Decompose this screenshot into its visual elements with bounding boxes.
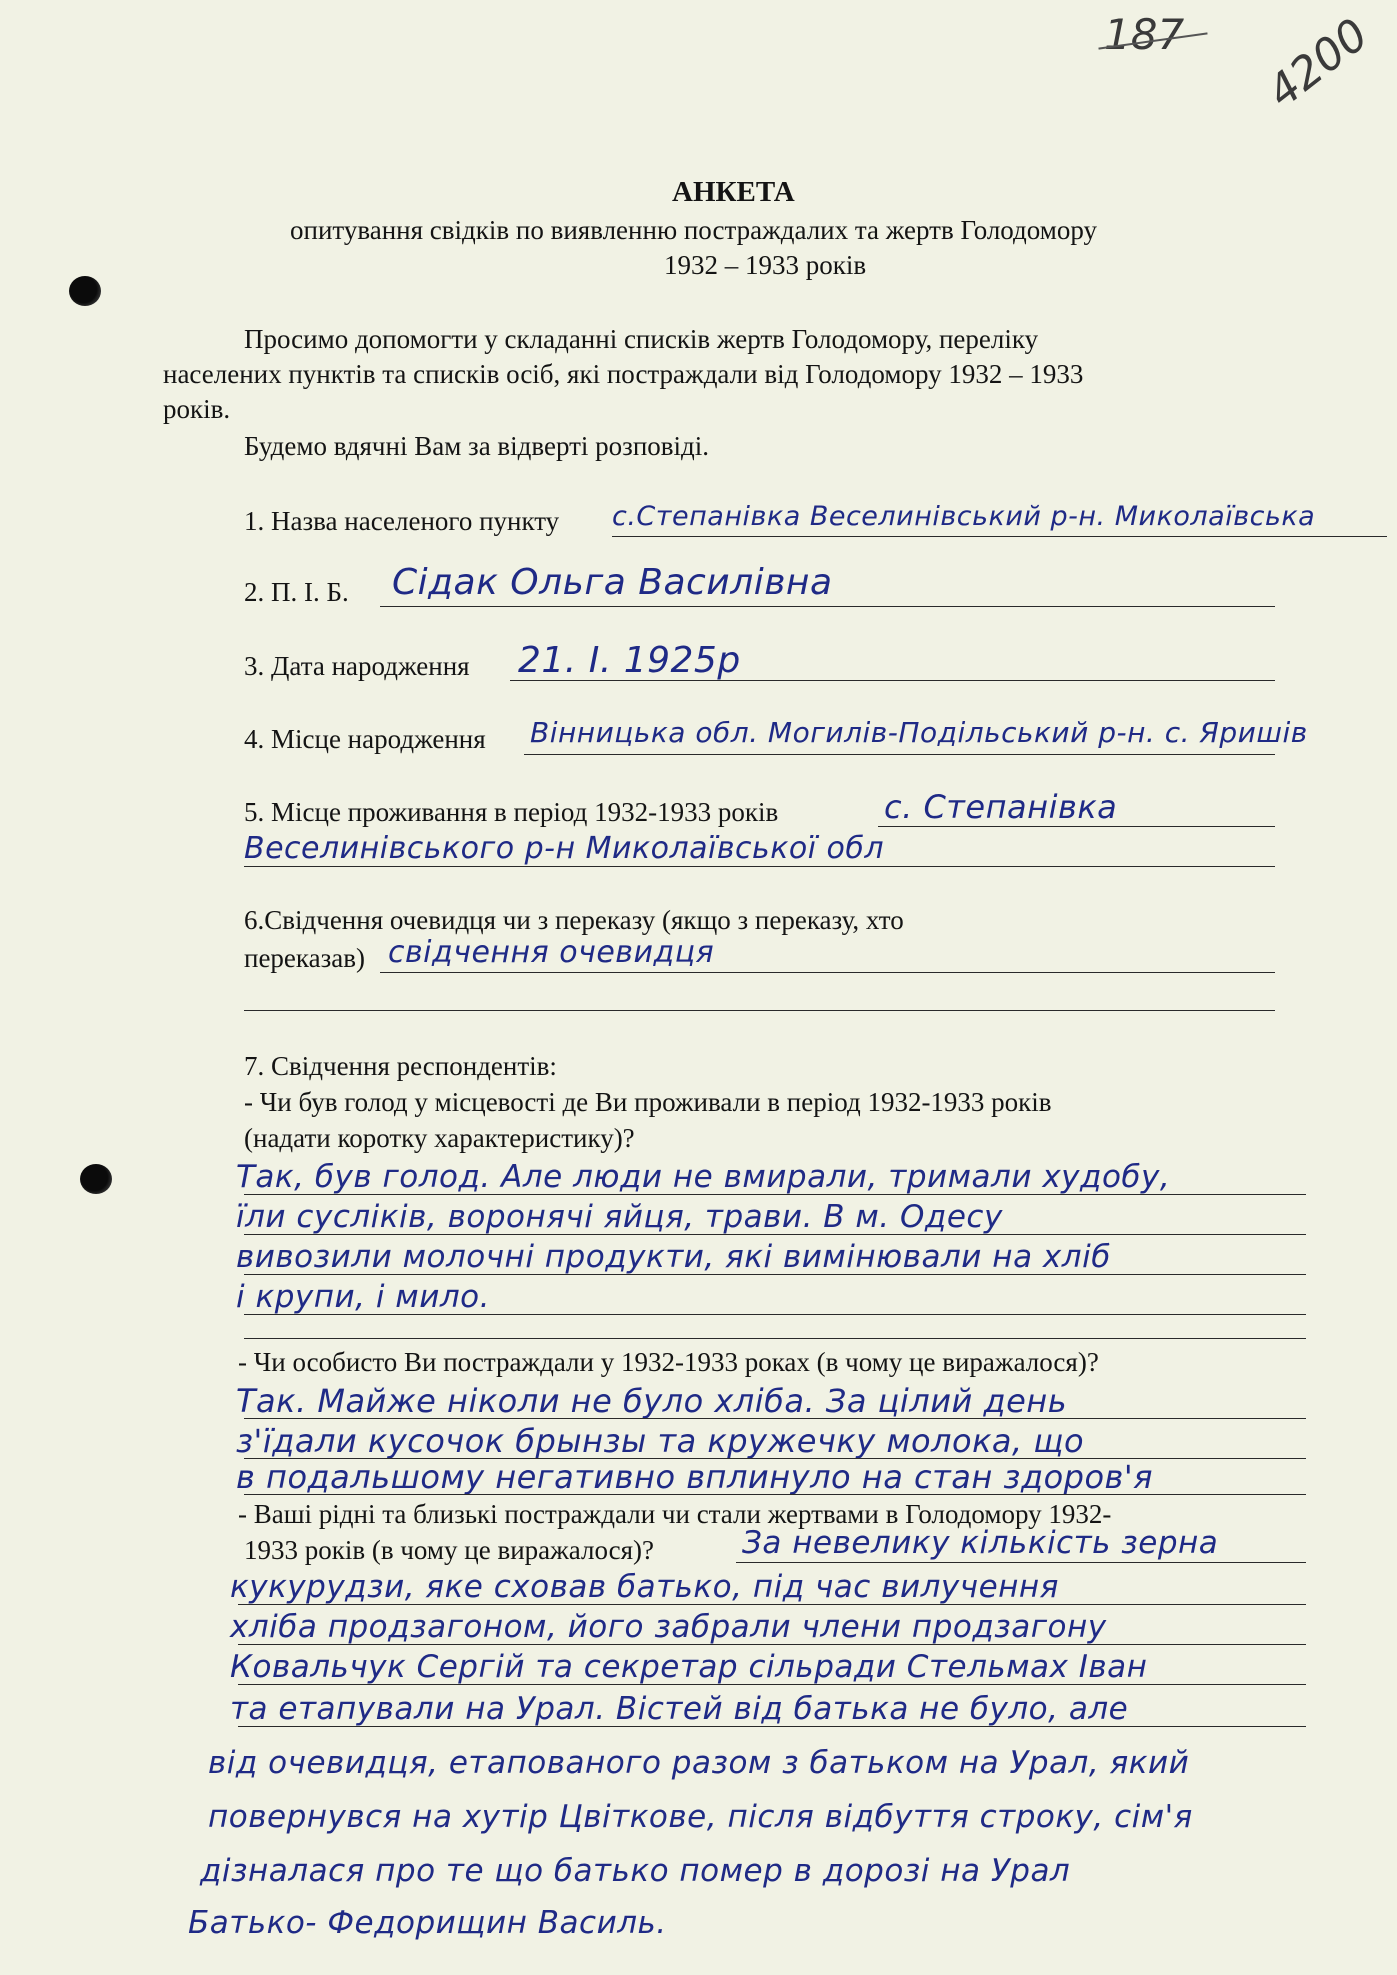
s7-a3-underline-3 bbox=[238, 1684, 1306, 1685]
s7-a2-underline-3 bbox=[244, 1494, 1306, 1495]
s7-a3-line-8: Батько- Федорищин Василь. bbox=[188, 1905, 667, 1941]
q6-label-line-2: переказав) bbox=[244, 943, 365, 973]
q4-label: 4. Місце народження bbox=[244, 724, 486, 754]
s7-a1-underline-4 bbox=[244, 1314, 1306, 1315]
s7-a1-underline-1 bbox=[244, 1194, 1306, 1195]
form-title: АНКЕТА bbox=[672, 176, 795, 208]
s7-a2-line-3: в подальшому негативно вплинуло на стан здоров'я bbox=[236, 1458, 1153, 1496]
q2-underline bbox=[380, 606, 1275, 607]
q6-answer: свідчення очевидця bbox=[388, 935, 715, 970]
q6-underline-2 bbox=[244, 1010, 1275, 1011]
s7-a3-line-1: кукурудзи, яке сховав батько, під час вилучення bbox=[230, 1569, 1059, 1605]
q5-answer-line-2: Веселинівського р-н Миколаївської обл bbox=[244, 831, 885, 866]
s7-a3-line-3: Ковальчук Сергій та секретар сільради Стельмах Іван bbox=[230, 1649, 1148, 1685]
s7-q1-line-2: (надати коротку характеристику)? bbox=[244, 1123, 635, 1153]
s7-a1-underline-2 bbox=[244, 1234, 1306, 1235]
q6-label-line-1: 6.Свідчення очевидця чи з переказу (якщо з переказу, хто bbox=[244, 905, 904, 935]
s7-a3-line-7: дізналася про те що батько помер в дорозі на Урал bbox=[200, 1853, 1071, 1889]
s7-a3-line-6: повернувся на хутір Цвіткове, після відбуття строку, сім'я bbox=[208, 1799, 1193, 1835]
s7-q3-line-2: 1933 років (в чому це виражалося)? bbox=[244, 1535, 655, 1565]
q5-answer-line-1: с. Степанівка bbox=[884, 788, 1118, 826]
form-subtitle: опитування свідків по виявленню постраждалих та жертв Голодомору bbox=[290, 215, 1097, 245]
s7-a2-underline-1 bbox=[244, 1418, 1306, 1419]
archive-number-crossed: 187 bbox=[1104, 10, 1185, 59]
s7-a1-underline-3 bbox=[244, 1274, 1306, 1275]
intro-thanks: Будемо вдячні Вам за відверті розповіді. bbox=[244, 431, 710, 461]
s7-a1-underline-5 bbox=[244, 1338, 1306, 1339]
s7-a1-line-4: і крупи, і мило. bbox=[236, 1279, 490, 1315]
q2-label: 2. П. І. Б. bbox=[244, 577, 349, 607]
q3-answer: 21. I. 1925р bbox=[518, 640, 741, 681]
q4-answer: Вінницька обл. Могилів-Подільський р-н. с. Яришів bbox=[530, 716, 1308, 749]
s7-q3-line-1: - Ваші рідні та близькі постраждали чи стали жертвами в Голодомору 1932- bbox=[238, 1499, 1112, 1529]
s7-a1-line-2: їли сусліків, воронячі яйця, трави. В м. Одесу bbox=[236, 1199, 1003, 1235]
section7-heading: 7. Свідчення респондентів: bbox=[244, 1051, 557, 1081]
q4-underline bbox=[524, 754, 1275, 755]
s7-a3-first: За невелику кількість зерна bbox=[742, 1525, 1219, 1561]
q3-underline bbox=[510, 680, 1275, 681]
punch-hole-bottom bbox=[80, 1164, 112, 1194]
intro-line-1: Просимо допомогти у складанні списків жертв Голодомору, переліку bbox=[244, 324, 1039, 354]
intro-line-2: населених пунктів та списків осіб, які постраждали від Голодомору 1932 – 1933 bbox=[163, 359, 1084, 389]
q3-label: 3. Дата народження bbox=[244, 651, 470, 681]
intro-line-3: років. bbox=[163, 394, 231, 424]
s7-a3-line-5: від очевидця, етапованого разом з батьком на Урал, який bbox=[208, 1745, 1190, 1781]
q1-answer: с.Степанівка Веселинівський р-н. Миколаївська bbox=[612, 501, 1316, 532]
s7-a3-line-4: та етапували на Урал. Вістей від батька не було, але bbox=[230, 1691, 1129, 1727]
s7-q1-line-1: - Чи був голод у місцевості де Ви проживали в період 1932-1933 років bbox=[244, 1087, 1052, 1117]
s7-a2-line-1: Так. Майже ніколи не було хліба. За цілий день bbox=[236, 1382, 1068, 1420]
q6-underline-1 bbox=[380, 972, 1275, 973]
s7-q2-line-1: - Чи особисто Ви постраждали у 1932-1933 роках (в чому це виражалося)? bbox=[238, 1347, 1099, 1377]
s7-a1-line-3: вивозили молочні продукти, які вимінювали на хліб bbox=[236, 1239, 1111, 1275]
q5-label: 5. Місце проживання в період 1932-1933 років bbox=[244, 797, 779, 827]
archive-number: 4200 bbox=[1258, 8, 1378, 119]
q1-label: 1. Назва населеного пункту bbox=[244, 506, 560, 536]
s7-a1-line-1: Так, був голод. Але люди не вмирали, тримали худобу, bbox=[236, 1159, 1171, 1195]
s7-a3-underline-0 bbox=[736, 1562, 1306, 1563]
s7-a3-underline-4 bbox=[238, 1726, 1306, 1727]
punch-hole-top bbox=[69, 276, 101, 306]
s7-a3-underline-2 bbox=[238, 1644, 1306, 1645]
q5-underline-1 bbox=[878, 826, 1275, 827]
s7-a3-line-2: хліба продзагоном, його забрали члени продзагону bbox=[230, 1609, 1107, 1645]
q5-underline-2 bbox=[244, 866, 1275, 867]
form-years: 1932 – 1933 років bbox=[664, 250, 867, 280]
q2-answer: Сідак Ольга Василівна bbox=[392, 562, 833, 603]
q1-underline bbox=[612, 536, 1387, 537]
s7-a3-underline-1 bbox=[238, 1604, 1306, 1605]
s7-a2-line-2: з'їдали кусочок брынзы та кружечку молока, що bbox=[236, 1422, 1085, 1460]
